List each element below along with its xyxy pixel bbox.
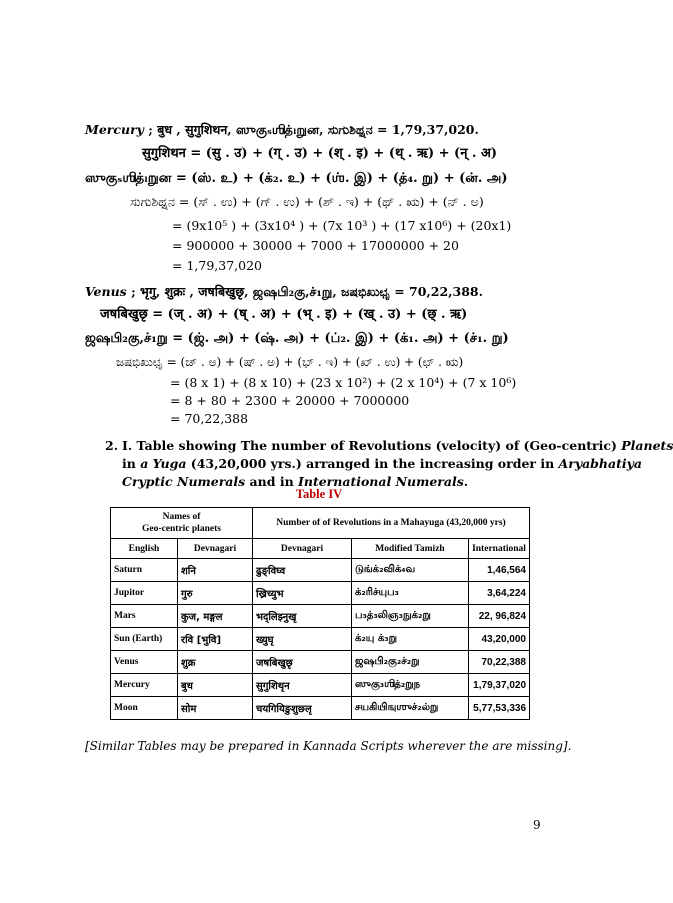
table-row: Venus शुक्र जषबिखुछृ ஜஷபி₂கு₂ச்₂று 70,22,388 xyxy=(111,651,530,674)
venus-heading xyxy=(85,284,483,300)
footnote: [Similar Tables may be prepared in Kannada Scripts wherever the are missing]. xyxy=(85,739,572,753)
header-revolutions: Number of of Revolutions in a Mahayuga (43,20,000 yrs) xyxy=(253,508,530,539)
mercury-heading xyxy=(85,122,479,138)
table-row: Sun (Earth) रवि [भुवि] ख्युघृ க்₂யு க்₃று 43,20,000 xyxy=(111,628,530,651)
col-devnagari: Devnagari xyxy=(178,539,253,559)
table-row: Mercury बुध सुगुशिथृन ஸுகு₃ஶித்₂றுந 1,79,37,020 xyxy=(111,674,530,697)
mercury-calc-step1: = (9x10⁵ ) + (3x10⁴ ) + (7x 10³ ) + (17 x10⁶) + (20x1) xyxy=(172,218,512,233)
mercury-calc-step3: = 1,79,37,020 xyxy=(172,258,262,273)
section-line2: in a Yuga (43,20,000 yrs.) arranged in the increasing order in Aryabhatiya xyxy=(122,456,642,471)
section-line3: Cryptic Numerals and in International Numerals. xyxy=(122,474,469,489)
col-devnagari-cryptic: Devnagari xyxy=(253,539,352,559)
table-row: Saturn शनि ढुङ्विघ्व டுங்க்₂விக்₄வ 1,46,564 xyxy=(111,559,530,582)
col-english: English xyxy=(111,539,178,559)
mercury-label: Mercury xyxy=(85,122,144,137)
mercury-devnagari-breakdown: सुगुशिथन = (सु . उ) + (ग् . उ) + (श् . इ) + (थ् . ऋ) + (न् . अ) xyxy=(142,146,498,161)
venus-label: Venus xyxy=(85,284,127,299)
venus-kannada-breakdown: ಜಷಭಿಖುಛೃ = (ಜ್ . ಅ) + (ಷ್ . ಅ) + (ಭ್ . ಇ) + (ಖ್ . ಉ) + (ಛ್ . ಋ) xyxy=(116,355,464,369)
section-line1: I. Table showing The number of Revolutions (velocity) of (Geo-centric) Planets xyxy=(122,438,673,453)
mercury-tamil-breakdown: ஸுகுₛஶித்ₗறுன = (ஸ். உ) + (க்₂. உ) + (ஶ். இ) + (த்₄. று) + (ன். அ) xyxy=(85,171,508,186)
table-row: Mars कुज, मङ्गल भद्लिझ्नुखृ ப₃த்₃லிஞ₃நுக்₂று 22, 96,824 xyxy=(111,605,530,628)
venus-calc-step3: = 70,22,388 xyxy=(170,411,249,426)
section-number: 2. xyxy=(105,438,119,453)
table-caption: Table IV xyxy=(295,487,343,501)
mercury-kannada-breakdown: ಸುಗುಶಿಥ್ನನ = (ಸ್ . ಉ) + (ಗ್ . ಉ) + (ಶ್ . ಇ) + (ಥ್ . ಋ) + (ನ್ . ಅ) xyxy=(130,194,484,209)
table-row: Jupitor गुरु ख्रिच्युभ க்₂ரிச்யுப₃ 3,64,224 xyxy=(111,582,530,605)
venus-heading-text: ; भृगु, शुक्रः , जषबिखुछृ, ஜஷபி₂கு,ச்₁று, ಜಷಭಿಖುಛೃ = 70,22,388. xyxy=(126,284,483,299)
table-row: Moon सोम चयगियिङुशुछ्लृ சயகியிஙுஶுச்₂ல்று 5,77,53,336 xyxy=(111,697,530,720)
venus-devnagari-breakdown: जषबिखुछृ = (ज् . अ) + (ष् . अ) + (भ् . इ) + (ख् . उ) + (छ् . ऋ) xyxy=(100,307,468,322)
planet-revolutions-table xyxy=(110,507,530,720)
col-international: International xyxy=(469,539,530,559)
mercury-calc-step2: = 900000 + 30000 + 7000 + 17000000 + 20 xyxy=(172,238,459,253)
venus-calc-step2: = 8 + 80 + 2300 + 20000 + 7000000 xyxy=(170,393,410,408)
page-number: 9 xyxy=(533,818,541,832)
venus-calc-step1: = (8 x 1) + (8 x 10) + (23 x 10²) + (2 x 10⁴) + (7 x 10⁶) xyxy=(170,375,517,390)
venus-tamil-breakdown: ஜஷபி₂கு,ச்₁று = (ஜ். அ) + (ஷ். அ) + (ப்₂. இ) + (க்₁. அ) + (ச்₁. று) xyxy=(85,331,509,346)
mercury-heading-text: ; बुध , सुगुशिथन, ஸுகுₛஶித்ₗறுன, ಸುಗುಶಿಥ್ನನ = 1,79,37,020. xyxy=(143,122,479,137)
col-modified-tamizh: Modified Tamizh xyxy=(352,539,469,559)
header-planet-names: Names of Geo-centric planets xyxy=(111,508,253,539)
